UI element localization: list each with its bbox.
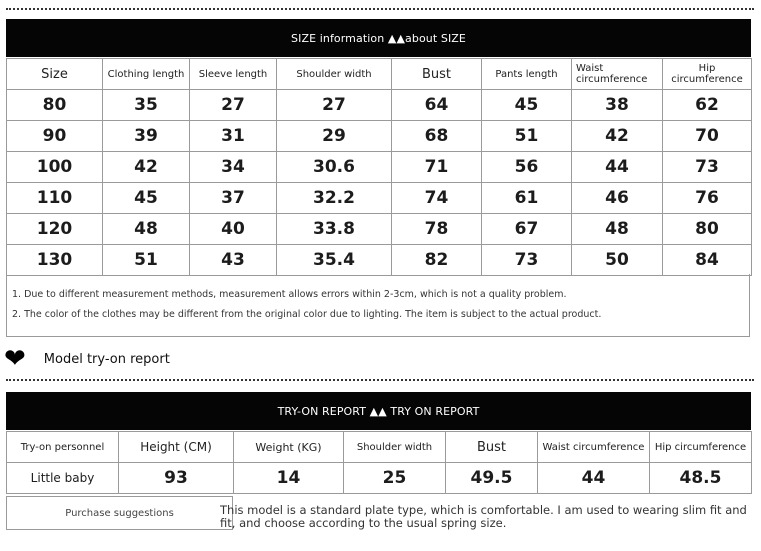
weight-value: 14 (234, 463, 344, 494)
cell: 61 (482, 183, 572, 214)
shoulder-width-header: Shoulder width (277, 59, 392, 90)
tryon-person-name: Little baby (7, 463, 119, 494)
purchase-suggestions-text: This model is a standard plate type, which is comfortable. I am used to wearing slim fit and fit, and choose according to the usual spring size. (220, 503, 747, 530)
cell: 51 (103, 245, 190, 276)
cell: 43 (190, 245, 277, 276)
table-row (7, 245, 752, 276)
cell: 44 (572, 152, 663, 183)
waist-circumference-header: Waist circumference (538, 432, 650, 463)
cell: 67 (482, 214, 572, 245)
table-row (7, 463, 752, 494)
cell: 42 (103, 152, 190, 183)
table-row (7, 183, 752, 214)
cell: 84 (663, 245, 752, 276)
middle-divider (6, 379, 754, 381)
cell: 90 (7, 121, 103, 152)
bust-header: Bust (392, 59, 482, 90)
cell: 68 (392, 121, 482, 152)
note-2: 2. The color of the clothes may be different from the original color due to lighting. The item is subject to the actual product. (12, 309, 602, 320)
height-value: 93 (119, 463, 234, 494)
model-report-heading (4, 346, 170, 372)
tryon-header-row (7, 432, 752, 463)
cell: 73 (482, 245, 572, 276)
cell: 34 (190, 152, 277, 183)
shoulder-width-value: 25 (344, 463, 446, 494)
cell: 45 (103, 183, 190, 214)
note-1: 1. Due to different measurement methods, measurement allows errors within 2-3cm, which is not a quality problem. (12, 289, 567, 300)
top-divider (6, 8, 754, 10)
cell: 82 (392, 245, 482, 276)
cell: 35 (103, 90, 190, 121)
model-report-label: Model try-on report (43, 351, 170, 367)
cell: 120 (7, 214, 103, 245)
cell: 30.6 (277, 152, 392, 183)
cell: 27 (277, 90, 392, 121)
cell: 71 (392, 152, 482, 183)
cell: 35.4 (277, 245, 392, 276)
cell: 42 (572, 121, 663, 152)
size-notes (6, 274, 750, 337)
cell: 48 (103, 214, 190, 245)
table-row (7, 152, 752, 183)
cell: 31 (190, 121, 277, 152)
cell: 48 (572, 214, 663, 245)
size-table (6, 58, 752, 276)
table-row (7, 121, 752, 152)
cell: 40 (190, 214, 277, 245)
cell: 46 (572, 183, 663, 214)
weight-header: Weight (KG) (234, 432, 344, 463)
cell: 33.8 (277, 214, 392, 245)
cell: 130 (7, 245, 103, 276)
cell: 78 (392, 214, 482, 245)
clothing-length-header: Clothing length (103, 59, 190, 90)
waist-value: 44 (538, 463, 650, 494)
size-table-header-row (7, 59, 752, 90)
heart-icon: ❤ (4, 344, 26, 374)
cell: 29 (277, 121, 392, 152)
cell: 64 (392, 90, 482, 121)
cell: 62 (663, 90, 752, 121)
bust-value: 49.5 (446, 463, 538, 494)
cell: 100 (7, 152, 103, 183)
height-header: Height (CM) (119, 432, 234, 463)
cell: 51 (482, 121, 572, 152)
size-info-title: SIZE information ▲▲about SIZE (291, 31, 466, 45)
size-info-title-bar (6, 19, 751, 57)
cell: 38 (572, 90, 663, 121)
cell: 73 (663, 152, 752, 183)
cell: 74 (392, 183, 482, 214)
cell: 32.2 (277, 183, 392, 214)
cell: 45 (482, 90, 572, 121)
purchase-suggestions-label: Purchase suggestions (6, 496, 233, 530)
waist-circumference-header: Waist circumference (572, 59, 663, 90)
cell: 76 (663, 183, 752, 214)
pants-length-header: Pants length (482, 59, 572, 90)
tryon-title-bar (6, 392, 751, 430)
tryon-personnel-header: Try-on personnel (7, 432, 119, 463)
hip-circumference-header: Hip circumference (650, 432, 752, 463)
table-row (7, 90, 752, 121)
tryon-title: TRY-ON REPORT ▲▲ TRY ON REPORT (277, 404, 480, 418)
cell: 50 (572, 245, 663, 276)
cell: 39 (103, 121, 190, 152)
sleeve-length-header: Sleeve length (190, 59, 277, 90)
shoulder-width-header: Shoulder width (344, 432, 446, 463)
hip-value: 48.5 (650, 463, 752, 494)
bust-header: Bust (446, 432, 538, 463)
cell: 56 (482, 152, 572, 183)
cell: 70 (663, 121, 752, 152)
cell: 110 (7, 183, 103, 214)
size-header: Size (7, 59, 103, 90)
cell: 27 (190, 90, 277, 121)
cell: 37 (190, 183, 277, 214)
cell: 80 (7, 90, 103, 121)
table-row (7, 214, 752, 245)
tryon-table (6, 431, 752, 494)
hip-circumference-header: Hip circumference (663, 59, 752, 90)
cell: 80 (663, 214, 752, 245)
